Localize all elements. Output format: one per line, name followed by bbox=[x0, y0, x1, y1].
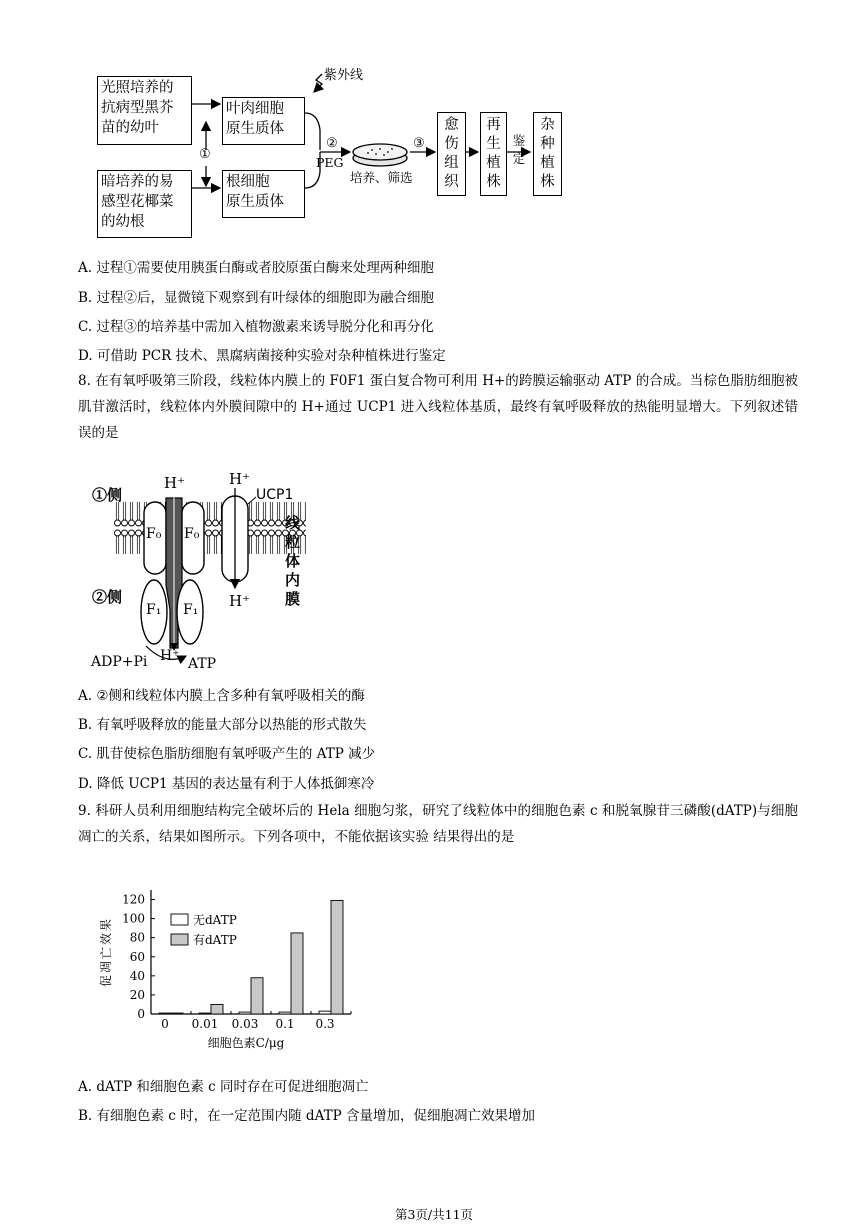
f0-left-label: F₀ bbox=[146, 526, 162, 542]
h-plus-top-ucp1: H⁺ bbox=[229, 470, 250, 488]
y-tick-label: 120 bbox=[122, 892, 145, 907]
step2-label: ② bbox=[326, 136, 338, 151]
y-tick-label: 80 bbox=[129, 930, 145, 945]
x-tick-label: 0.01 bbox=[191, 1017, 219, 1031]
q9-option-b: B. 有细胞色素 c 时，在一定范围内随 dATP 含量增加，促细胞凋亡效果增加 bbox=[78, 1108, 535, 1124]
x-tick-label: 0 bbox=[161, 1017, 169, 1031]
legend-swatch bbox=[171, 934, 188, 945]
step1-label: ① bbox=[199, 147, 211, 162]
leaf-source-box: 光照培养的 抗病型黑芥 苗的幼叶 bbox=[97, 76, 192, 145]
uv-label: 紫外线 bbox=[324, 68, 364, 83]
h-plus-bottom-ucp1: H⁺ bbox=[229, 592, 250, 610]
root-source-box: 暗培养的易 感型花椰菜 的幼根 bbox=[97, 170, 192, 238]
peg-label: PEG bbox=[316, 155, 344, 170]
bar bbox=[279, 1012, 291, 1014]
bar bbox=[211, 1004, 223, 1014]
x-axis-label: 细胞色素C/μg bbox=[207, 1036, 285, 1050]
q7-option-c: C. 过程③的培养基中需加入植物激素来诱导脱分化和再分化 bbox=[78, 319, 434, 335]
bar bbox=[239, 1012, 251, 1014]
f1-left-label: F₁ bbox=[146, 602, 162, 618]
bar bbox=[159, 1013, 171, 1014]
y-tick-label: 60 bbox=[129, 949, 145, 964]
q7-option-d: D. 可借助 PCR 技术、黑腐病菌接种实验对杂种植株进行鉴定 bbox=[78, 348, 446, 364]
mesophyll-protoplast-box: 叶肉细胞 原生质体 bbox=[222, 97, 305, 145]
identify-label: 鉴 定 bbox=[512, 133, 526, 166]
q9-stem: 9. 科研人员利用细胞结构完全破坏后的 Hela 细胞匀浆，研究了线粒体中的细胞色素 c 和脱氧腺苷三磷酸(dATP)与细胞凋亡的关系，结果如图所示。下列各项中，不能依据该实验 结果得出的是 bbox=[78, 803, 798, 845]
y-tick-label: 0 bbox=[137, 1007, 145, 1021]
x-tick-label: 0.03 bbox=[231, 1017, 259, 1031]
x-tick-label: 0.3 bbox=[315, 1017, 335, 1031]
root-protoplast-box: 根细胞 原生质体 bbox=[222, 170, 305, 218]
callus-box: 愈 伤 组 织 bbox=[437, 112, 466, 196]
y-tick-label: 100 bbox=[122, 911, 145, 926]
ucp1-label: UCP1 bbox=[256, 487, 294, 503]
bar bbox=[251, 978, 263, 1014]
step3-label: ③ bbox=[413, 136, 425, 151]
x-tick-label: 0.1 bbox=[275, 1017, 295, 1031]
apoptosis-bar-chart bbox=[96, 880, 366, 1055]
h-plus-bottom-synthase: H⁺ bbox=[160, 648, 180, 664]
y-axis-label: 促凋亡效果 bbox=[99, 916, 113, 988]
q8-stem: 8. 在有氧呼吸第三阶段，线粒体内膜上的 F0F1 蛋白复合物可利用 H+的跨膜运输驱动 ATP 的合成。当棕色脂肪细胞被肌苷激活时，线粒体内外膜间隙中的 H+通过 UCP1 进入线粒体基质，最终有氧呼吸释放的热能明显增大。下列叙述错误的是 bbox=[78, 373, 798, 441]
h-plus-top-synthase: H⁺ bbox=[164, 474, 185, 492]
culture-label: 培养、筛选 bbox=[350, 170, 413, 185]
page-footer: 第3页/共11页 bbox=[394, 1207, 474, 1222]
bar bbox=[319, 1011, 331, 1014]
q8-option-b: B. 有氧呼吸释放的能量大部分以热能的形式散失 bbox=[78, 717, 367, 733]
f0-right-label: F₀ bbox=[184, 526, 200, 542]
legend-label: 有dATP bbox=[193, 933, 237, 947]
legend-label: 无dATP bbox=[193, 913, 237, 927]
y-tick-label: 20 bbox=[129, 987, 145, 1002]
q9-option-a: A. dATP 和细胞色素 c 同时存在可促进细胞凋亡 bbox=[78, 1079, 369, 1095]
bar bbox=[291, 933, 303, 1014]
q8-option-a: A. ②侧和线粒体内膜上含多种有氧呼吸相关的酶 bbox=[78, 688, 365, 704]
q8-option-d: D. 降低 UCP1 基因的表达量有利于人体抵御寒冷 bbox=[78, 776, 375, 792]
f1-right-label: F₁ bbox=[183, 602, 199, 618]
hybrid-plant-box: 杂 种 植 株 bbox=[533, 112, 562, 196]
regenerated-plant-box: 再 生 植 株 bbox=[480, 112, 507, 196]
adp-label: ADP+Pi bbox=[91, 654, 148, 670]
q7-option-b: B. 过程②后，显微镜下观察到有叶绿体的细胞即为融合细胞 bbox=[78, 290, 435, 306]
bar bbox=[331, 900, 343, 1014]
side1-label: ①侧 bbox=[92, 486, 123, 504]
membrane-label: 线 粒 体 内 膜 bbox=[285, 514, 301, 608]
bar bbox=[171, 1013, 183, 1014]
legend-swatch bbox=[171, 914, 188, 925]
q7-option-a: A. 过程①需要使用胰蛋白酶或者胶原蛋白酶来处理两种细胞 bbox=[78, 260, 434, 276]
atp-label: ATP bbox=[188, 656, 217, 672]
y-tick-label: 40 bbox=[129, 968, 145, 983]
q8-option-c: C. 肌苷使棕色脂肪细胞有氧呼吸产生的 ATP 减少 bbox=[78, 746, 376, 762]
side2-label: ②侧 bbox=[92, 588, 123, 606]
bar bbox=[199, 1013, 211, 1014]
